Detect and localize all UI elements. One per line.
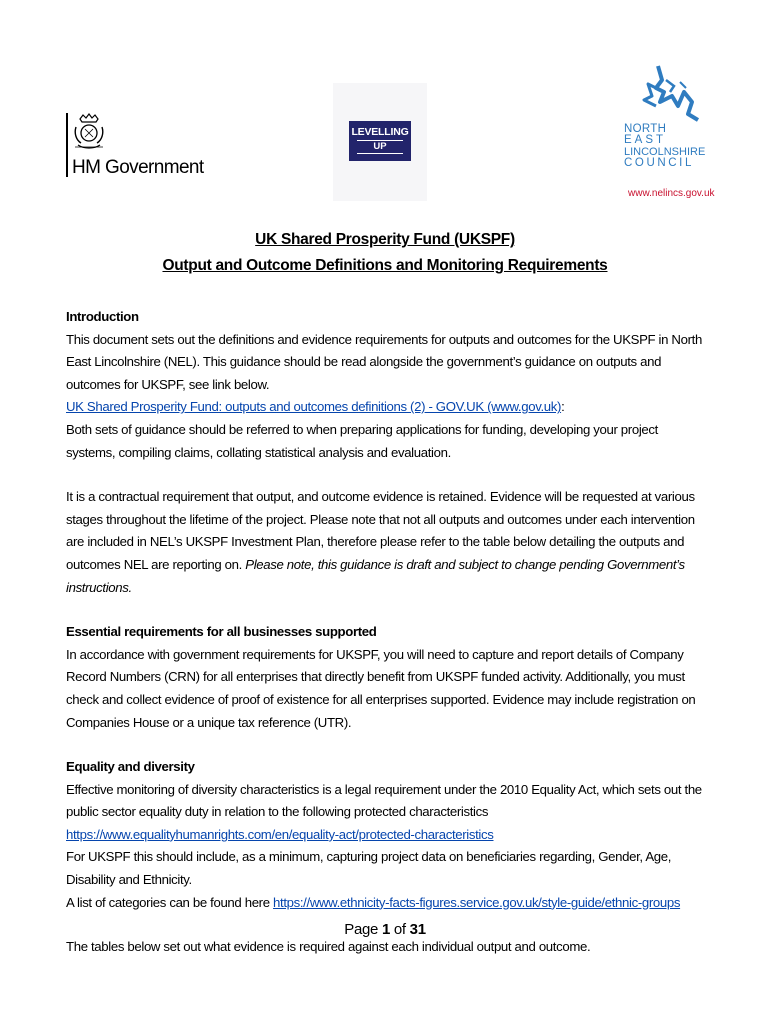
page-number: [0, 921, 770, 938]
spacer: [66, 599, 706, 621]
badge-rule-bottom: [357, 153, 403, 154]
document-subtitle: Output and Outcome Definitions and Monitoring Requirements: [162, 257, 608, 274]
contract-text: It is a contractual requirement that output, and outcome evidence is retained. Evidence will be requested at various stages throughout the lifetime of the project. Please note that not all outputs and outcomes under each intervention are included in NEL’s UKSPF Investment Plan, therefore please refer to the table below detailing the outputs and outcomes NEL are reporting on.: [66, 489, 695, 572]
ethnic-groups-link[interactable]: https://www.ethnicity-facts-figures.service.gov.uk/style-guide/ethnic-groups: [273, 894, 681, 910]
essential-heading: Essential requirements for all businesses supported: [66, 624, 377, 640]
categories-text: A list of categories can be found here: [66, 894, 270, 910]
link-suffix: :: [561, 399, 565, 415]
page-word: Page: [344, 921, 379, 938]
spacer: [66, 464, 706, 486]
hm-government-logo: [66, 113, 204, 183]
equality-paragraph-3: [66, 892, 706, 915]
draft-notice: Please note, this guidance is draft and subject to change pending Government’s instructions.: [66, 556, 685, 595]
council-line-council: COUNCIL: [624, 157, 694, 170]
introduction-heading: Introduction: [66, 309, 139, 324]
council-name: [624, 124, 705, 170]
royal-crest-icon: [72, 113, 106, 153]
logo-divider: [66, 113, 68, 177]
of-word: of: [393, 921, 406, 938]
document-body: [66, 306, 706, 959]
introduction-paragraph-2: Both sets of guidance should be referred to when preparing applications for funding, developing your project systems, compiling claims, collating statistical analysis and evaluation.: [66, 421, 658, 460]
closing-paragraph: The tables below set out what evidence is required against each individual output and outcome.: [66, 939, 591, 955]
essential-paragraph: In accordance with government requirements for UKSPF, you will need to capture and report details of Company Record Numbers (CRN) for all enterprises that directly benefit from UKSPF funded activity. Additionally, you must check and collect evidence of proof of existence for all enterprises supported. Evidence may include registration on Companies House or a unique tax reference (UTR).: [66, 646, 696, 730]
equality-text: Effective monitoring of diversity characteristics is a legal requirement under the 2010 Equality Act, which sets out the public sector equality duty in relation to the following protected characteristics: [66, 781, 702, 820]
levelling-up-badge: [349, 121, 411, 161]
equality-paragraph-2: For UKSPF this should include, as a minimum, capturing project data on beneficiaries regarding, Gender, Age, Disability and Ethnicity.: [66, 849, 672, 888]
council-line-north: NORTH: [624, 123, 667, 135]
introduction-paragraph-3: [66, 486, 706, 599]
document-title: UK Shared Prosperity Fund (UKSPF): [255, 231, 515, 248]
spacer: [66, 734, 706, 756]
levelling-up-line2: UP: [373, 141, 387, 152]
equality-paragraph-1: [66, 779, 706, 847]
introduction-link-line: [66, 396, 706, 419]
equality-heading: Equality and diversity: [66, 759, 195, 775]
council-line-east: EAST: [624, 134, 667, 147]
introduction-paragraph-1: This document sets out the definitions and evidence requirements for outputs and outcomes for the UKSPF in North East Lincolnshire (NEL). This guidance should be read alongside the government’s guidance on outputs and outcomes for UKSPF, see link below.: [66, 331, 702, 392]
page-total: 31: [409, 921, 426, 938]
nel-council-logo: [616, 62, 715, 202]
govuk-guidance-link[interactable]: UK Shared Prosperity Fund: outputs and outcomes definitions (2) - GOV.UK (www.gov.uk): [66, 399, 562, 415]
page-current: 1: [381, 921, 390, 938]
equality-humanrights-link[interactable]: https://www.equalityhumanrights.com/en/equality-act/protected-characteristics: [66, 826, 494, 842]
council-url: www.nelincs.gov.uk: [628, 188, 715, 199]
hm-government-text: HM Government: [72, 157, 204, 178]
council-line-lincolnshire: LINCOLNSHIRE: [624, 145, 706, 158]
levelling-up-logo: [333, 83, 427, 201]
levelling-up-line1: LEVELLING: [351, 126, 409, 138]
